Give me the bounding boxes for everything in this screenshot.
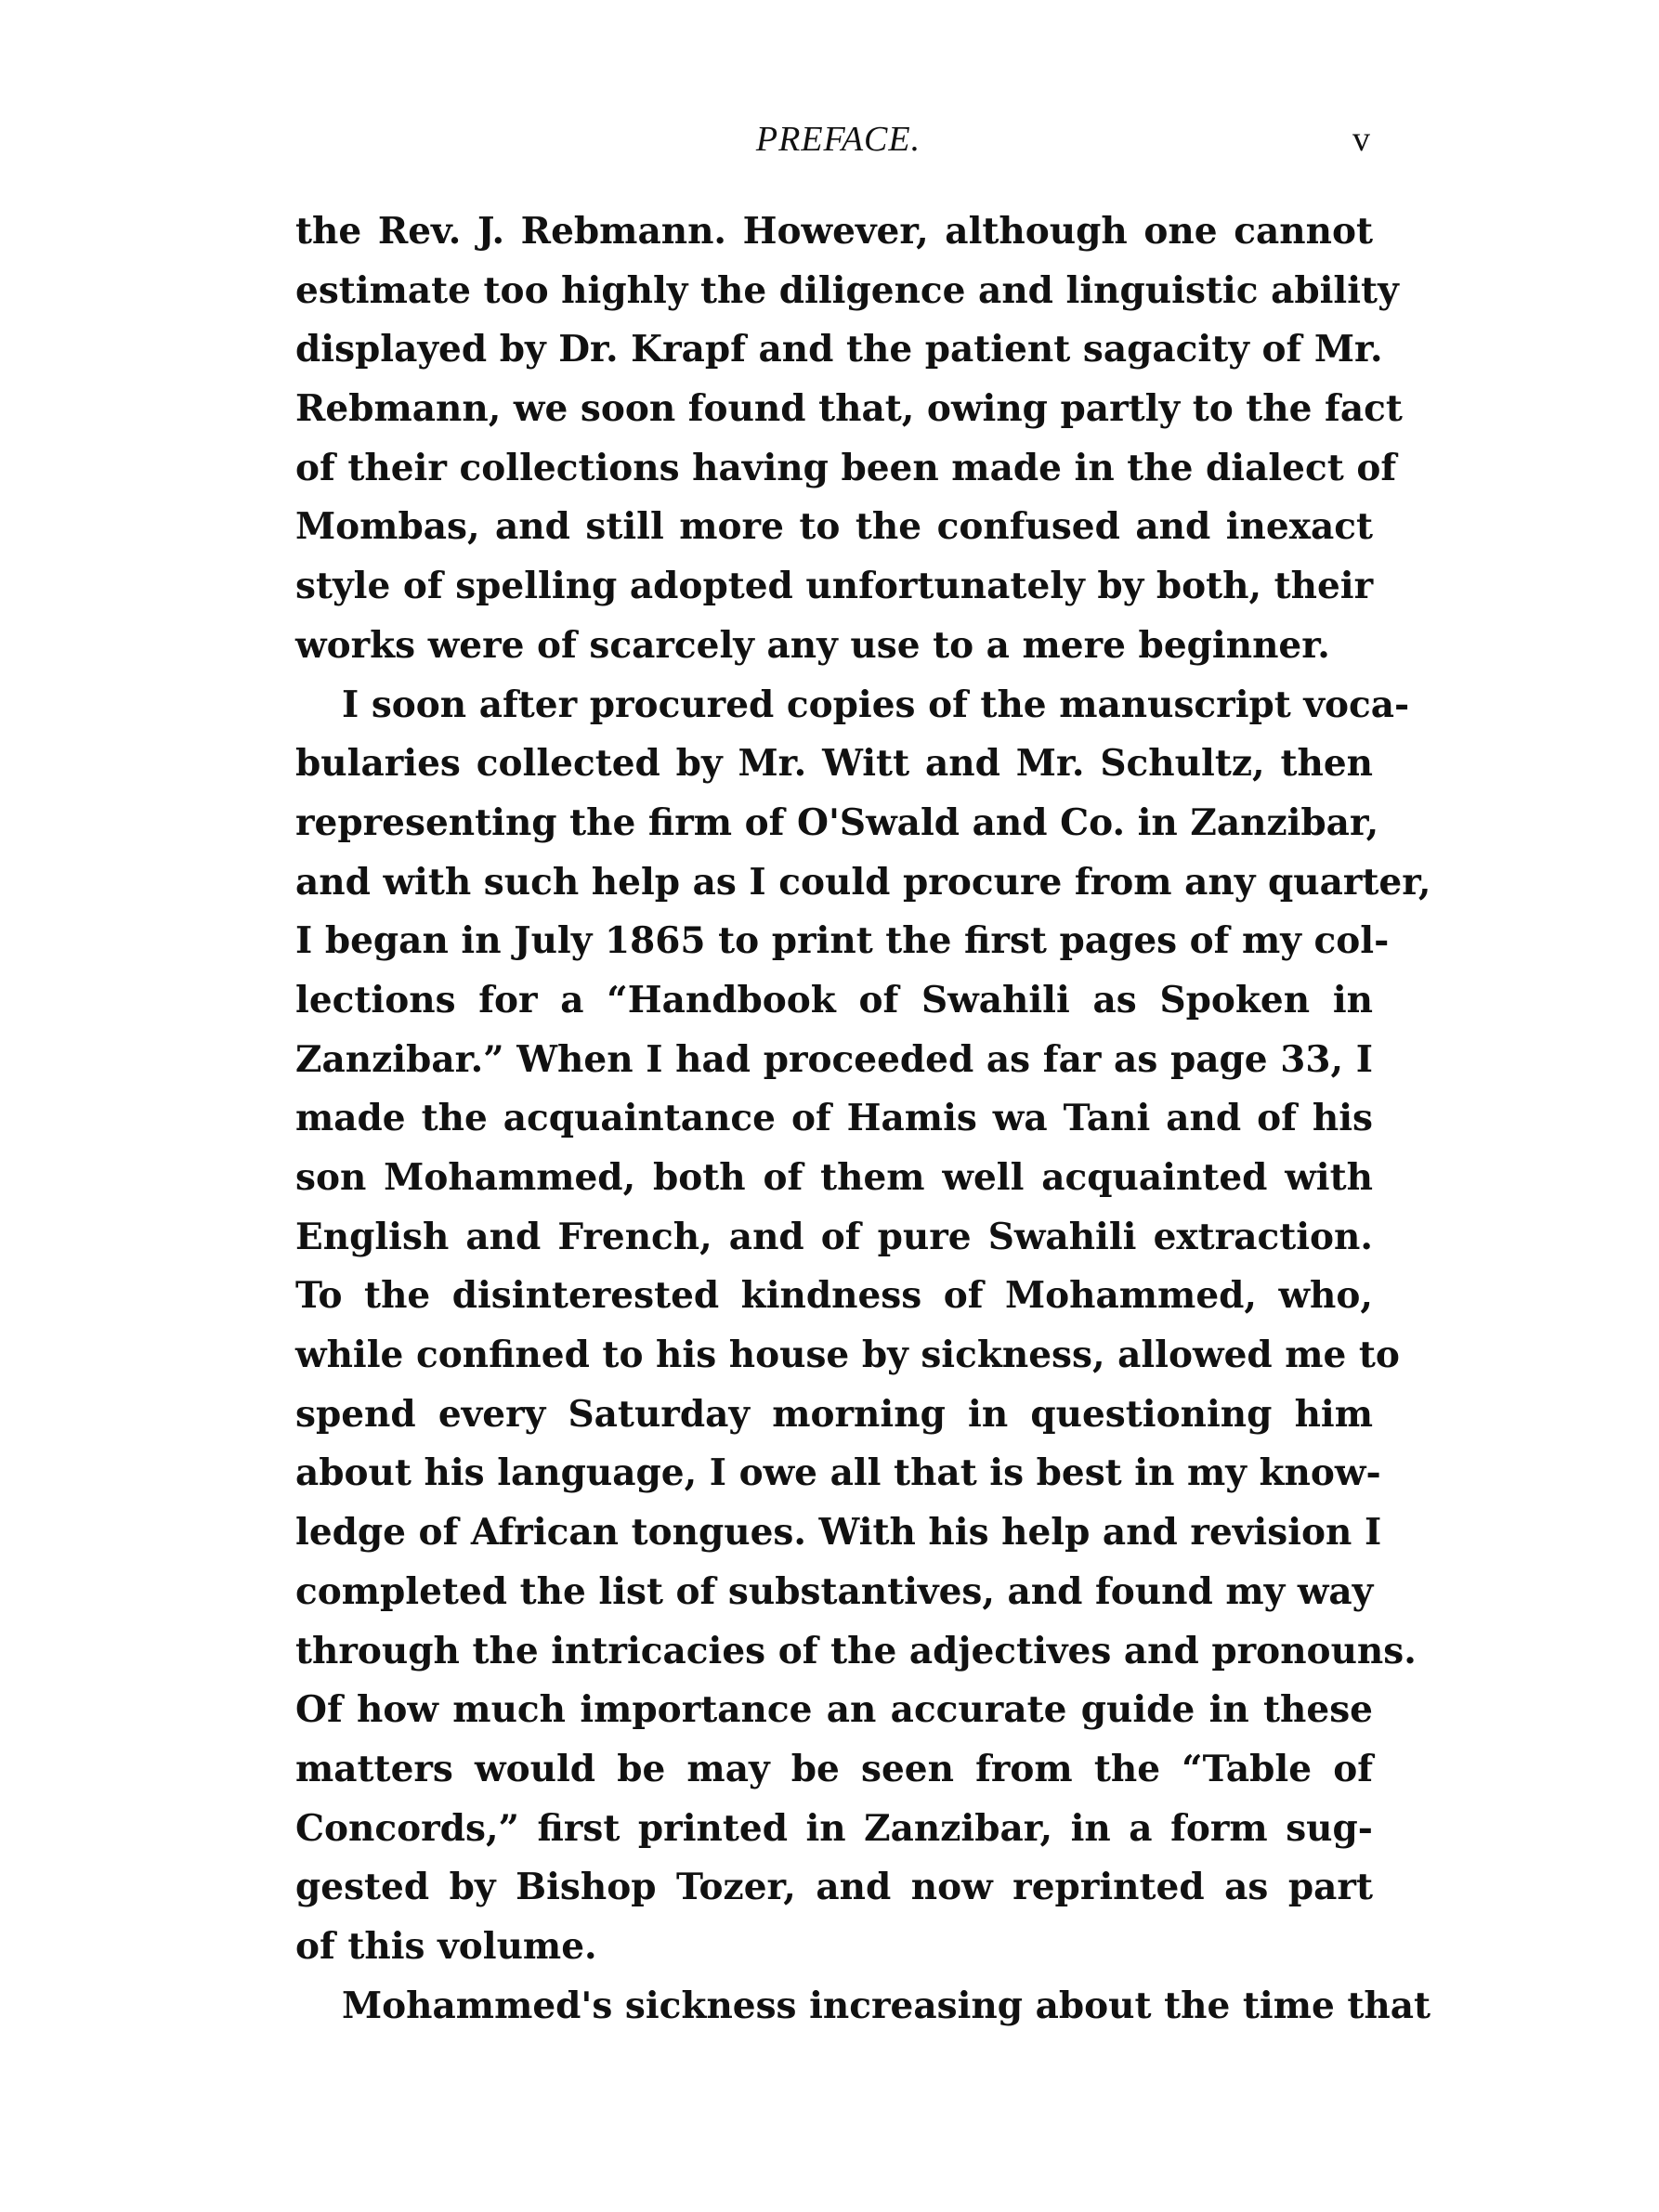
text-line: I soon after procured copies of the manuscript voca- <box>342 683 1410 726</box>
text-line: matters would be may be seen from the “Table of <box>295 1747 1373 1790</box>
running-head <box>307 119 1370 163</box>
text-line: lections for a “Handbook of Swahili as Spoken in <box>295 978 1373 1021</box>
text-line: ledge of African tongues. With his help and revision I <box>295 1511 1382 1555</box>
text-line: To the disinterested kindness of Mohammed, who, <box>295 1274 1373 1318</box>
text-line: gested by Bishop Tozer, and now reprinted as part <box>295 1866 1373 1909</box>
text-line: bularies collected by Mr. Witt and Mr. Schultz, then <box>295 742 1373 786</box>
text-line: Concords,” first printed in Zanzibar, in a form sug- <box>295 1806 1373 1850</box>
text-line: the Rev. J. Rebmann. However, although one cannot <box>295 210 1373 253</box>
text-line: I began in July 1865 to print the first pages of my col- <box>295 919 1390 963</box>
text-line: representing the firm of O'Swald and Co. in Zanzibar, <box>295 800 1379 844</box>
paragraph <box>295 1977 1431 2036</box>
text-line: Zanzibar.” When I had proceeded as far as page 33, I <box>295 1037 1373 1081</box>
paragraph <box>295 202 1403 676</box>
text-line: displayed by Dr. Krapf and the patient sagacity of Mr. <box>295 328 1383 371</box>
text-line: while confined to his house by sickness, allowed me to <box>295 1334 1400 1377</box>
text-line: of their collections having been made in the dialect of <box>295 446 1397 489</box>
text-line: completed the list of substantives, and found my way <box>295 1569 1374 1613</box>
text-line: spend every Saturday morning in questioning him <box>295 1392 1373 1436</box>
text-line: Mohammed's sickness increasing about the time that <box>342 1984 1431 2027</box>
page-number: v <box>1352 120 1370 159</box>
body-text <box>295 202 1431 2036</box>
text-line: Mombas, and still more to the confused and inexact <box>295 505 1373 549</box>
text-line: through the intricacies of the adjectives and pronouns. <box>295 1629 1417 1672</box>
text-line: about his language, I owe all that is best in my know- <box>295 1451 1381 1495</box>
running-title: PREFACE. <box>755 120 921 159</box>
text-line: made the acquaintance of Hamis wa Tani and of his <box>295 1097 1373 1140</box>
text-line: Rebmann, we soon found that, owing partly to the fact <box>295 387 1403 431</box>
text-line: son Mohammed, both of them well acquainted with <box>295 1156 1373 1199</box>
text-line: style of spelling adopted unfortunately by both, their <box>295 565 1374 608</box>
text-line: English and French, and of pure Swahili extraction. <box>295 1215 1373 1258</box>
text-line: Of how much importance an accurate guide in these <box>295 1688 1373 1732</box>
text-line: works were of scarcely any use to a mere beginner. <box>295 623 1330 667</box>
text-line: estimate too highly the diligence and linguistic ability <box>295 268 1399 312</box>
paragraph <box>295 676 1431 1977</box>
text-line: and with such help as I could procure from any quarter, <box>295 860 1431 904</box>
text-line: of this volume. <box>295 1924 597 1968</box>
